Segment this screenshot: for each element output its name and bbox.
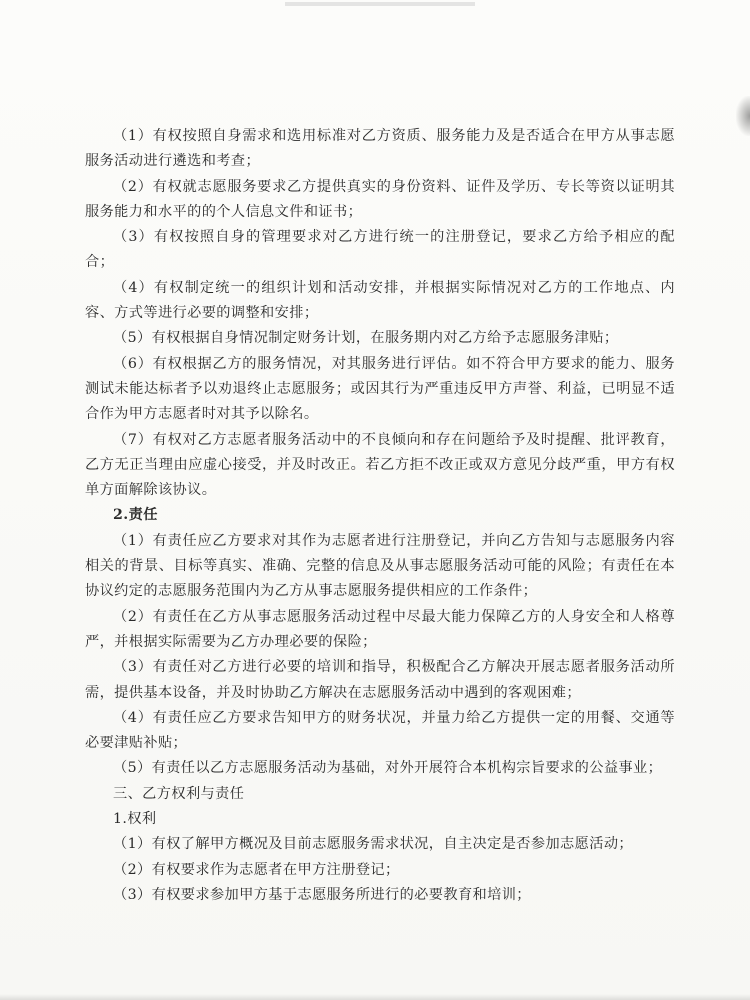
responsibility-item-5: （5）有责任以乙方志愿服务活动为基础，对外开展符合本机构宗旨要求的公益事业； [113, 760, 663, 777]
right-item-1: （1）有权按照自身需求和选用标准对乙方资质、服务能力及是否适合在甲方从事志愿服务活动进行遴选和考查； [85, 128, 675, 170]
section-heading-responsibility: 2.责任 [113, 507, 158, 524]
party-b-right-item-3: （3）有权要求参加甲方基于志愿服务所进行的必要教育和培训； [113, 886, 531, 903]
responsibility-item-3: （3）有责任对乙方进行必要的培训和指导，积极配合乙方解决开展志愿者服务活动所需，提供基本设备，并及时协助乙方解决在志愿服务活动中遇到的客观困难； [85, 659, 675, 701]
right-item-6: （6）有权根据乙方的服务情况，对其服务进行评估。如不符合甲方要求的能力、服务测试未能达标者予以劝退终止志愿服务；或因其行为严重违反甲方声誉、利益，已明显不适合作为甲方志愿者时对其予以除名。 [85, 355, 675, 423]
right-item-2: （2）有权就志愿服务要求乙方提供真实的身份资料、证件及学历、专长等资以证明其服务能力和水平的的个人信息文件和证书； [85, 178, 675, 220]
responsibility-item-2: （2）有责任在乙方从事志愿服务活动过程中尽最大能力保障乙方的人身安全和人格尊严，并根据实际需要为乙方办理必要的保险； [85, 608, 675, 650]
right-item-5: （5）有权根据自身情况制定财务计划，在服务期内对乙方给予志愿服务津贴； [113, 330, 619, 347]
scan-artifact-edge [736, 96, 750, 136]
right-item-4: （4）有权制定统一的组织计划和活动安排，并根据实际情况对乙方的工作地点、内容、方式等进行必要的调整和安排； [85, 279, 675, 322]
responsibility-item-1: （1）有责任应乙方要求对其作为志愿者进行注册登记，并向乙方告知与志愿服务内容相关的背景、目标等真实、准确、完整的信息及从事志愿服务活动可能的风险；有责任在本协议约定的志愿服务范围内为乙方从事志愿服务提供相应的工作条件； [85, 532, 675, 600]
party-b-right-item-2: （2）有权要求作为志愿者在甲方注册登记； [113, 861, 400, 878]
scan-artifact-top [285, 2, 475, 6]
party-b-right-item-1: （1）有权了解甲方概况及目前志愿服务需求状况，自主决定是否参加志愿活动； [113, 836, 633, 853]
right-item-7: （7）有权对乙方志愿者服务活动中的不良倾向和存在问题给予及时提醒、批评教育，乙方无正当理由应虚心接受，并及时改正。若乙方拒不改正或双方意见分歧严重，甲方有权单方面解除该协议。 [85, 431, 675, 499]
right-item-3: （3）有权按照自身的管理要求对乙方进行统一的注册登记，要求乙方给予相应的配合； [85, 229, 675, 271]
document-body [85, 124, 675, 908]
section-heading-rights: 1.权利 [113, 811, 157, 828]
responsibility-item-4: （4）有责任应乙方要求告知甲方的财务状况，并量力给乙方提供一定的用餐、交通等必要津贴补贴； [85, 709, 675, 752]
scan-artifact-bottom [0, 994, 750, 1000]
section-heading-party-b: 三、乙方权利与责任 [113, 785, 245, 802]
